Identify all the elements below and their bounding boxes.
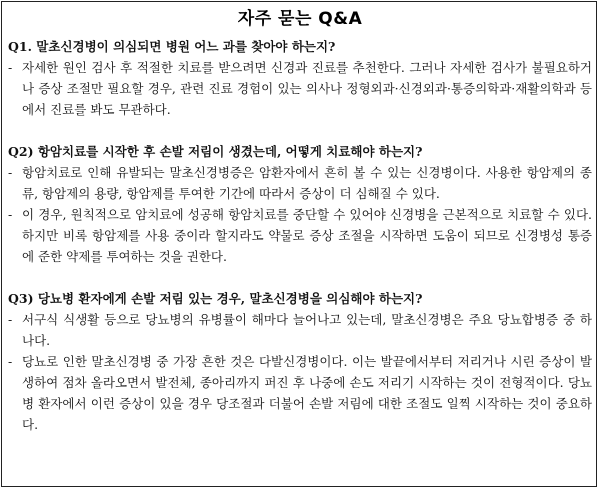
answer-text: 자세한 원인 검사 후 적절한 치료를 받으려면 신경과 진료를 추천한다. 그러나 자세한 검사가 불필요하거나 증상 조절만 필요할 경우, 관련 진료 경험이 있는 의사나 정형외과·신경외과·통증의학과·재활의학과 등에서 진료를 봐도 무관하다. — [22, 60, 592, 117]
answer-2-1 — [8, 162, 592, 204]
answer-text: 항암치료로 인해 유발되는 말초신경병증은 암환자에서 흔히 볼 수 있는 신경병이다. 사용한 항암제의 종류, 항암제의 용량, 항암제를 투여한 기간에 따라서 증상이 더 심해질 수 있다. — [22, 165, 592, 201]
spacer — [8, 120, 592, 141]
spacer — [8, 267, 592, 288]
bullet-dash: - — [8, 165, 13, 180]
bullet-dash: - — [8, 312, 13, 327]
answer-3-2 — [8, 351, 592, 435]
question-2: Q2) 항암치료를 시작한 후 손발 저림이 생겼는데, 어떻게 치료해야 하는지? — [8, 144, 423, 159]
faq-content — [8, 36, 592, 435]
answer-text: 당뇨로 인한 말초신경병 중 가장 흔한 것은 다발신경병이다. 이는 발끝에서부터 저리거나 시린 증상이 발생하여 점차 올라오면서 발전체, 종아리까지 퍼진 후 나중에 손도 저리기 시작하는 것이 전형적이다. 당뇨병 환자에서 이런 증상이 있을 경우 당조절과 더불어 손발 저림에 대한 조절도 일찍 시작하는 것이 중요하다. — [22, 354, 592, 432]
faq-title: 자주 묻는 Q&A — [237, 9, 363, 29]
question-3: Q3) 당뇨병 환자에게 손발 저림 있는 경우, 말초신경병을 의심해야 하는지? — [8, 291, 423, 306]
answer-1-1 — [8, 57, 592, 120]
bullet-dash: - — [8, 207, 13, 222]
answer-2-2 — [8, 204, 592, 267]
bullet-dash: - — [8, 354, 13, 369]
answer-text: 서구식 식생활 등으로 당뇨병의 유병률이 해마다 늘어나고 있는데, 말초신경병은 주요 당뇨합병증 중 하나다. — [22, 312, 592, 348]
bullet-dash: - — [8, 60, 13, 75]
answer-text: 이 경우, 원칙적으로 암치료에 성공해 항암치료를 중단할 수 있어야 신경병을 근본적으로 치료할 수 있다. 하지만 비록 항암제를 사용 중이라 할지라도 약물로 증상 조절을 시작하면 도움이 되므로 신경병성 통증에 준한 약제를 투여하는 것을 권한다. — [22, 207, 592, 264]
question-1: Q1. 말초신경병이 의심되면 병원 어느 과를 찾아야 하는지? — [8, 39, 336, 54]
answer-3-1 — [8, 309, 592, 351]
